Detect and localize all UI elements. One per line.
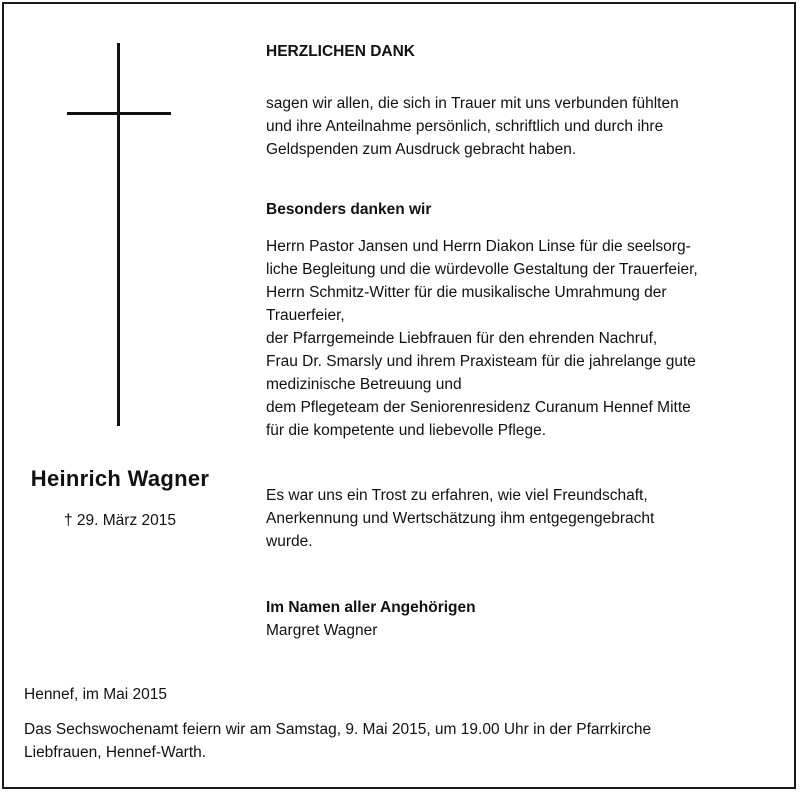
intro-line: Geldspenden zum Ausdruck gebracht haben.	[266, 141, 577, 158]
mass-line: Liebfrauen, Hennef-Warth.	[24, 744, 207, 761]
deceased-name: Heinrich Wagner	[30, 466, 210, 491]
notice-title: HERZLICHEN DANK	[266, 43, 415, 60]
thanks-line: der Pfarrgemeinde Liebfrauen für den ehrenden Nachruf,	[266, 330, 658, 347]
thanks-line: für die kompetente und liebevolle Pflege.	[266, 422, 547, 439]
thanks-line: dem Pflegeteam der Seniorenresidenz Curanum Hennef Mitte	[266, 399, 691, 416]
intro-line: und ihre Anteilnahme persönlich, schriftlich und durch ihre	[266, 118, 664, 135]
cross-icon	[117, 43, 120, 426]
mass-announcement	[24, 718, 784, 764]
thanks-line: liche Begleitung und die würdevolle Gestaltung der Trauerfeier,	[266, 261, 698, 278]
special-thanks-paragraph	[266, 235, 781, 442]
special-thanks-heading: Besonders danken wir	[266, 201, 432, 218]
thanks-line: Herrn Pastor Jansen und Herrn Diakon Linse für die seelsorg-	[266, 238, 691, 255]
thanks-line: Trauerfeier,	[266, 307, 345, 324]
intro-line: sagen wir allen, die sich in Trauer mit uns verbunden fühlten	[266, 95, 679, 112]
thanks-line: Herrn Schmitz-Witter für die musikalische Umrahmung der	[266, 284, 667, 301]
place-date: Hennef, im Mai 2015	[24, 686, 168, 703]
comfort-line: Anerkennung und Wertschätzung ihm entgegengebracht	[266, 510, 655, 527]
signer-name: Margret Wagner	[266, 622, 378, 639]
cross-icon-bar	[67, 112, 171, 115]
thanks-line: Frau Dr. Smarsly und ihrem Praxisteam für die jahrelange gute	[266, 353, 696, 370]
mass-line: Das Sechswochenamt feiern wir am Samstag, 9. Mai 2015, um 19.00 Uhr in der Pfarrkirche	[24, 721, 652, 738]
comfort-line: wurde.	[266, 533, 313, 550]
death-date: † 29. März 2015	[63, 512, 176, 529]
comfort-line: Es war uns ein Trost zu erfahren, wie viel Freundschaft,	[266, 487, 648, 504]
intro-paragraph	[266, 92, 781, 161]
thanks-line: medizinische Betreuung und	[266, 376, 462, 393]
family-heading: Im Namen aller Angehörigen	[266, 599, 476, 616]
comfort-paragraph	[266, 484, 781, 553]
